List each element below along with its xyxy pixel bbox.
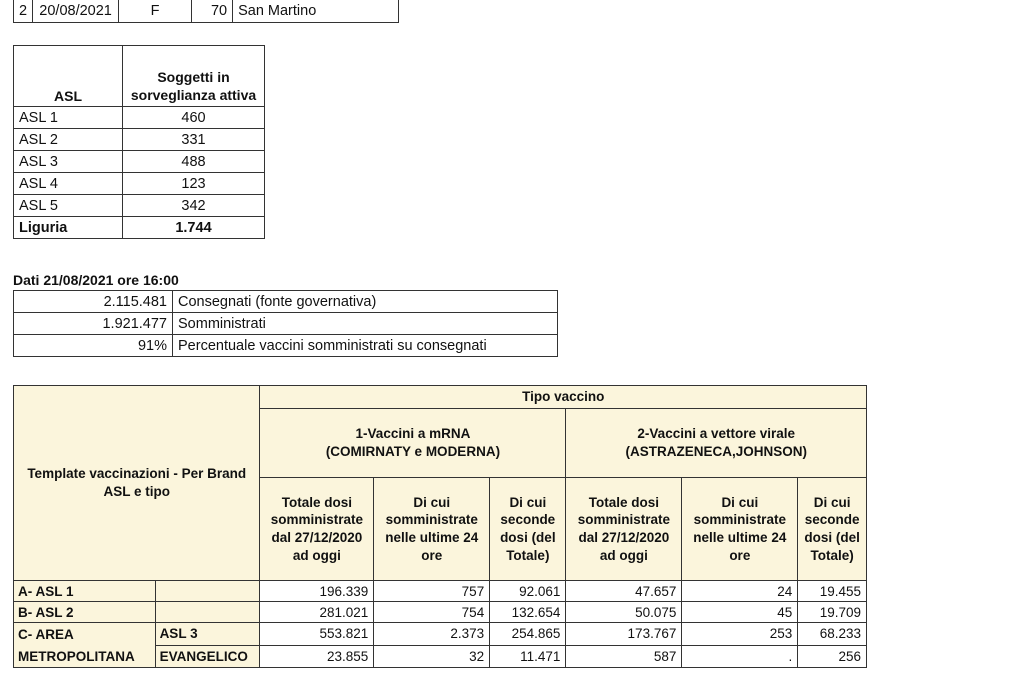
asl-value: 460 [123,107,265,129]
administered-value: 1.921.477 [14,313,173,335]
percentage-value: 91% [14,335,173,357]
value-cell: 132.654 [490,602,566,623]
value-cell: 23.855 [260,645,374,668]
asl-value: 123 [123,173,265,195]
delivered-label: Consegnati (fonte governativa) [173,291,558,313]
asl-name: ASL 4 [14,173,123,195]
total-row [14,217,265,239]
asl-header: ASL [14,46,123,107]
table-row [14,623,867,646]
value-cell: 281.021 [260,602,374,623]
mrna-total-header: Totale dosi somministrate dal 27/12/2020 ad oggi [260,478,374,581]
value-cell: 256 [798,645,867,668]
vaccine-type-header: Tipo vaccino [260,386,867,409]
value-cell: 32 [374,645,490,668]
area-label: C- AREA METROPOLITANA [14,623,156,668]
vv-last24-header: Di cui somministrate nelle ultime 24 ore [682,478,798,581]
total-label: Liguria [14,217,123,239]
asl-value: 342 [123,195,265,217]
surveillance-header: Soggetti in sorveglianza attiva [123,46,265,107]
vv-total-header: Totale dosi somministrate dal 27/12/2020 ad oggi [566,478,682,581]
asl-name: ASL 2 [14,129,123,151]
value-cell: 754 [374,602,490,623]
value-cell: 2.373 [374,623,490,646]
value-cell: 19.455 [798,581,867,602]
viral-vector-header-line2: (ASTRAZENECA,JOHNSON) [625,444,807,459]
age-cell: 70 [192,0,233,23]
value-cell: 196.339 [260,581,374,602]
administered-label: Somministrati [173,313,558,335]
table-row [14,195,265,217]
value-cell: 92.061 [490,581,566,602]
table-row [14,291,558,313]
vaccination-table [13,385,867,668]
mrna-last24-header: Di cui somministrate nelle ultime 24 ore [374,478,490,581]
value-cell: . [682,645,798,668]
asl-name: ASL 1 [14,107,123,129]
value-cell: 50.075 [566,602,682,623]
table-row [14,335,558,357]
cases-table-fragment [13,0,399,23]
sub-label: ASL 3 [155,623,260,646]
hospital-cell: San Martino [233,0,399,23]
table-row [14,0,399,23]
mrna-second-header: Di cui seconde dosi (del Totale) [490,478,566,581]
sex-cell: F [119,0,192,23]
asl-name: ASL 3 [14,151,123,173]
table-row [14,581,867,602]
value-cell: 173.767 [566,623,682,646]
asl-name: ASL 5 [14,195,123,217]
value-cell: 587 [566,645,682,668]
area-label: A- ASL 1 [14,581,156,602]
table-row [14,173,265,195]
sub-label [155,602,260,623]
table-row [14,107,265,129]
percentage-label: Percentuale vaccini somministrati su consegnati [173,335,558,357]
table-row [14,602,867,623]
sub-label: EVANGELICO [155,645,260,668]
value-cell: 11.471 [490,645,566,668]
sub-label [155,581,260,602]
date-cell: 20/08/2021 [33,0,119,23]
value-cell: 24 [682,581,798,602]
value-cell: 45 [682,602,798,623]
value-cell: 757 [374,581,490,602]
area-label: B- ASL 2 [14,602,156,623]
header-row [14,386,867,409]
surveillance-table [13,45,265,239]
mrna-header [260,409,566,478]
row-index: 2 [14,0,33,23]
asl-value: 331 [123,129,265,151]
value-cell: 253 [682,623,798,646]
viral-vector-header-line1: 2-Vaccini a vettore virale [637,426,796,442]
viral-vector-header [566,409,867,478]
asl-value: 488 [123,151,265,173]
delivered-value: 2.115.481 [14,291,173,313]
value-cell: 68.233 [798,623,867,646]
vv-second-header: Di cui seconde dosi (del Totale) [798,478,867,581]
table-row [14,151,265,173]
header-row [14,46,265,107]
mrna-header-line2: (COMIRNATY e MODERNA) [325,444,501,459]
summary-title: Dati 21/08/2021 ore 16:00 [13,272,179,288]
value-cell: 47.657 [566,581,682,602]
value-cell: 19.709 [798,602,867,623]
table-row [14,313,558,335]
mrna-header-line1: 1-Vaccini a mRNA [355,426,471,442]
value-cell: 254.865 [490,623,566,646]
corner-header: Template vaccinazioni - Per Brand ASL e tipo [14,386,260,581]
vaccine-summary-table [13,290,558,357]
table-row [14,129,265,151]
value-cell: 553.821 [260,623,374,646]
total-value: 1.744 [123,217,265,239]
